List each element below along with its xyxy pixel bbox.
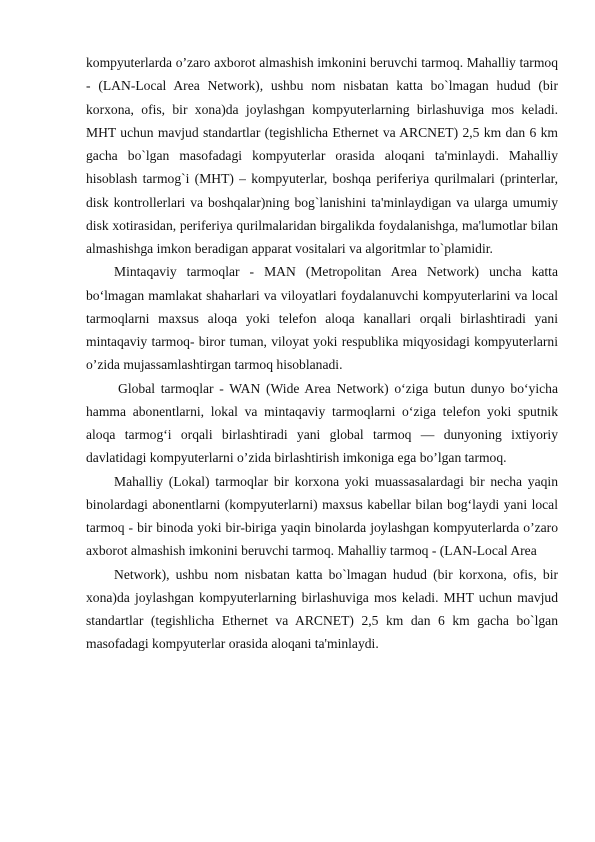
document-page [86,51,558,656]
paragraph-lan-intro: kompyuterlarda o’zaro axborot almashish imkonini beruvchi tarmoq. Mahalliy tarmoq - (LAN-Local Area Network), ushbu nom nisbatan katta bo`lmagan hudud (bir korxona, ofis, bir xona)da joylashgan kompyuterlarning birlashuviga mos keladi. MHT uchun mavjud standartlar (tegishlicha Ethernet va ARCNET) 2,5 km dan 6 km gacha bo`lgan masofadagi kompyuterlar orasida aloqani ta'minlaydi. Mahalliy hisoblash tarmog`i (MHT) – kompyuterlar, boshqa periferiya qurilmalari (printerlar, disk kontrollerlari va boshqalar)ning bog`lanishini ta'minlaydigan va ularga umumiy disk xotirasidan, periferiya qurilmalaridan birgalikda foydalanishga, ma'lumotlar bilan almashishga imkon beradigan apparat vositalari va algoritmlar to`plamidir. [86,55,558,256]
paragraph-local-network: Mahalliy (Lokal) tarmoqlar bir korxona yoki muassasalardagi bir necha yaqin binolardagi abonentlarni (kompyuterlarni) maxsus kabellar bilan bog‘laydi yani local tarmoq - bir binoda yoki bir-biriga yaqin binolarda joylashgan kompyuterlarda o’zaro axborot almashish imkonini beruvchi tarmoq. Mahalliy tarmoq - (LAN-Local Area [86,473,558,559]
paragraph-wan: Global tarmoqlar - WAN (Wide Area Network) o‘ziga butun dunyo bo‘yicha hamma abonentlarni, lokal va mintaqaviy tarmoqlarni o‘ziga telefon yoki sputnik aloqa tarmog‘i orqali birlashtiradi yani global tarmoq — dunyoning ixtiyoriy davlatidagi kompyuterlarni o’zida birlashtirish imkoniga ega bo’lgan tarmoq. [86,380,558,466]
paragraph-man: Mintaqaviy tarmoqlar - MAN (Metropolitan Area Network) uncha katta bo‘lmagan mamlakat shaharlari va viloyatlari foydalanuvchi kompyuterlarini va local tarmoqlarni maxsus aloqa yoki telefon aloqa kanallari orqali birlashtiradi yani mintaqaviy tarmoq- biror tuman, viloyat yoki respublika miqyosidagi kompyuterlarni o’zida mujassamlashtirgan tarmoq hisoblanadi. [86,264,558,373]
paragraph-lan-standards: Network), ushbu nom nisbatan katta bo`lmagan hudud (bir korxona, ofis, bir xona)da joylashgan kompyuterlarning birlashuviga mos keladi. MHT uchun mavjud standartlar (tegishlicha Ethernet va ARCNET) 2,5 km dan 6 km gacha bo`lgan masofadagi kompyuterlar orasida aloqani ta'minlaydi. [86,566,558,652]
